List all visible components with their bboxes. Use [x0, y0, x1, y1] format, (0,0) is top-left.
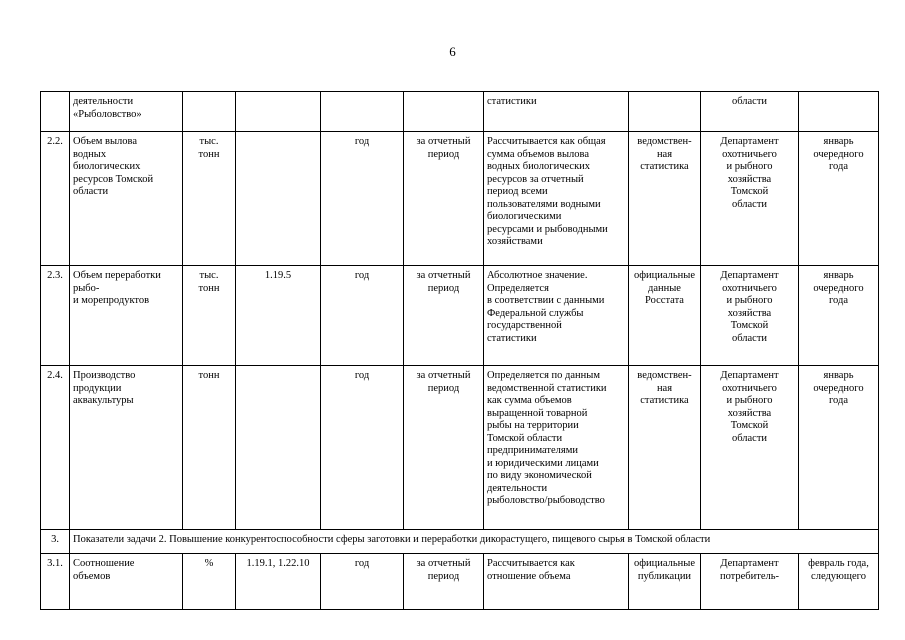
cell-line: за отчетный [416, 558, 471, 569]
cell-line: тонн [198, 148, 220, 160]
cell-line: Рассчитывается как [487, 558, 575, 569]
cell-line: статистики [487, 332, 537, 344]
page-number: 6 [449, 44, 456, 59]
cell-line: Определяется [487, 282, 549, 294]
cell-line: охотничьего [722, 148, 777, 160]
cell-line: области [731, 332, 768, 344]
time-characteristic-cell [404, 366, 484, 530]
cell-line: данные [648, 282, 681, 294]
cell-line: биологических [73, 161, 141, 172]
cell-line: Федеральной службы [487, 307, 584, 319]
table-body [41, 92, 879, 610]
cell-line: Росстата [645, 295, 684, 306]
cell-line: статистика [640, 395, 689, 406]
table-row [41, 266, 879, 366]
cell-line: в соответствии с данными [487, 295, 605, 306]
unit-cell [183, 266, 236, 366]
cell-line: Томской [730, 320, 769, 331]
code-cell: 1.19.1, 1.22.10 [236, 554, 321, 610]
indicator-name [70, 132, 183, 266]
row-number [41, 92, 70, 132]
cell-line: февраль года, [808, 558, 869, 569]
table-row [41, 554, 879, 610]
cell-line: биологическими [487, 211, 562, 222]
cell-line: Департамент [720, 136, 779, 147]
cell-line: охотничьего [722, 382, 777, 394]
cell-line: ведомствен- [637, 370, 692, 381]
responsible-cell [701, 132, 799, 266]
cell-line: предпринимателями [487, 445, 579, 456]
cell-line: ресурсами и рыбоводными [487, 223, 608, 235]
cell-line: объемов [73, 570, 111, 582]
section-title: Показатели задачи 2. Повышение конкурентоспособности сферы заготовки и переработки дикорастущего, пищевого сырья в Томской области [70, 530, 879, 554]
cell-line: ведомствен- [637, 136, 692, 147]
row-number: 3.1. [41, 554, 70, 610]
cell-line: очередного [813, 382, 864, 394]
calculation-method-cell [484, 132, 629, 266]
deadline-cell [799, 366, 879, 530]
cell-line: следующего [811, 570, 866, 582]
indicator-name [70, 266, 183, 366]
cell-line: период [427, 382, 460, 394]
cell-line: тонн [198, 370, 220, 381]
cell-line: Производство [73, 370, 136, 381]
cell-line: Департамент [720, 370, 779, 381]
cell-line: области [731, 198, 768, 210]
indicator-name [70, 366, 183, 530]
cell-line: продукции [73, 382, 122, 394]
cell-line: период [427, 148, 460, 160]
responsible-cell [701, 554, 799, 610]
time-characteristic-cell [404, 554, 484, 610]
cell-line: Департамент [720, 558, 779, 569]
cell-line: хозяйства [727, 307, 772, 319]
cell-line: статистика [640, 161, 689, 172]
cell-line: потребитель- [719, 570, 780, 582]
code-cell [236, 92, 321, 132]
cell-line: рыбо- [73, 282, 100, 294]
responsible-cell [701, 92, 799, 132]
cell-line: тыс. [199, 270, 219, 281]
cell-line: период всеми [487, 186, 548, 197]
cell-line: деятельности [73, 96, 134, 107]
calculation-method-cell [484, 554, 629, 610]
code-cell: 1.19.5 [236, 266, 321, 366]
cell-line: деятельности [487, 482, 548, 494]
cell-line: области [73, 186, 109, 197]
cell-line: Рассчитывается как общая [487, 136, 606, 147]
cell-line: Департамент [720, 270, 779, 281]
periodicity-cell: год [321, 132, 404, 266]
cell-line: государственной [487, 320, 562, 331]
cell-line: по виду экономической [487, 470, 592, 481]
cell-line: Томской [730, 186, 769, 197]
cell-line: года [829, 161, 848, 172]
cell-line: январь [823, 136, 854, 147]
row-number: 2.3. [41, 266, 70, 366]
cell-line: выращенной товарной [487, 407, 588, 419]
section-row [41, 530, 879, 554]
cell-line: года [829, 295, 848, 306]
code-cell [236, 132, 321, 266]
cell-line: и рыбного [726, 161, 773, 172]
cell-line: очередного [813, 282, 864, 294]
cell-line: публикации [637, 570, 692, 582]
unit-cell [183, 132, 236, 266]
cell-line: Определяется по данным [487, 370, 600, 381]
data-source-cell [629, 132, 701, 266]
deadline-cell [799, 554, 879, 610]
cell-line: хозяйствами [487, 236, 543, 247]
cell-line: ресурсов за отчетный [487, 173, 584, 185]
time-characteristic-cell [404, 266, 484, 366]
cell-line: тыс. [199, 136, 219, 147]
unit-cell [183, 366, 236, 530]
table-row [41, 92, 879, 132]
cell-line: как сумма объемов [487, 395, 572, 406]
cell-line: официальные [633, 558, 696, 569]
cell-line: статистики [487, 96, 537, 107]
calculation-method-cell [484, 266, 629, 366]
unit-cell [183, 92, 236, 132]
cell-line: рыболовство/рыбоводство [487, 495, 605, 506]
periodicity-cell: год [321, 554, 404, 610]
cell-line: период [427, 282, 460, 294]
unit-cell [183, 554, 236, 610]
cell-line: январь [823, 270, 854, 281]
row-number: 2.4. [41, 366, 70, 530]
indicator-name [70, 92, 183, 132]
periodicity-cell [321, 92, 404, 132]
table-row [41, 132, 879, 266]
cell-line: хозяйства [727, 173, 772, 185]
cell-line: тонн [198, 282, 220, 294]
cell-line: официальные [633, 270, 696, 281]
cell-line: года [829, 395, 848, 406]
data-source-cell [629, 366, 701, 530]
time-characteristic-cell [404, 132, 484, 266]
cell-line: пользователями водными [487, 198, 601, 210]
cell-line: за отчетный [416, 270, 471, 281]
cell-line: области [731, 96, 768, 107]
cell-line: рыбы на территории [487, 420, 579, 431]
cell-line: «Рыболовство» [73, 108, 142, 120]
calculation-method-cell [484, 366, 629, 530]
row-number: 2.2. [41, 132, 70, 266]
periodicity-cell: год [321, 266, 404, 366]
cell-line: и морепродуктов [73, 295, 150, 306]
responsible-cell [701, 266, 799, 366]
deadline-cell [799, 92, 879, 132]
cell-line: охотничьего [722, 282, 777, 294]
cell-line: % [204, 558, 214, 569]
periodicity-cell: год [321, 366, 404, 530]
cell-line: отношение объема [487, 570, 571, 582]
cell-line: и рыбного [726, 295, 773, 306]
deadline-cell [799, 266, 879, 366]
calculation-method-cell [484, 92, 629, 132]
indicator-name [70, 554, 183, 610]
cell-line: водных [73, 148, 107, 160]
cell-line: водных биологических [487, 161, 591, 172]
cell-line: очередного [813, 148, 864, 160]
cell-line: аквакультуры [73, 395, 134, 406]
cell-line: ресурсов Томской [73, 173, 154, 185]
cell-line: Абсолютное значение. [487, 270, 588, 281]
code-cell [236, 366, 321, 530]
indicators-table [40, 91, 879, 610]
time-characteristic-cell [404, 92, 484, 132]
cell-line: и юридическими лицами [487, 457, 599, 469]
cell-line: Объем переработки [73, 270, 161, 281]
table-row [41, 366, 879, 530]
cell-line: ная [656, 148, 673, 160]
row-number: 3. [41, 530, 70, 554]
deadline-cell [799, 132, 879, 266]
cell-line: за отчетный [416, 136, 471, 147]
cell-line: ведомственной статистики [487, 382, 607, 394]
cell-line: Томской [730, 420, 769, 431]
data-source-cell [629, 266, 701, 366]
cell-line: сумма объемов вылова [487, 148, 590, 160]
cell-line: январь [823, 370, 854, 381]
cell-line: ная [656, 382, 673, 394]
cell-line: Соотношение [73, 558, 135, 569]
cell-line: Томской области [487, 432, 563, 444]
responsible-cell [701, 366, 799, 530]
cell-line: и рыбного [726, 395, 773, 406]
cell-line: период [427, 570, 460, 582]
data-source-cell [629, 92, 701, 132]
data-source-cell [629, 554, 701, 610]
cell-line: хозяйства [727, 407, 772, 419]
cell-line: Объем вылова [73, 136, 138, 147]
cell-line: области [731, 432, 768, 444]
cell-line: за отчетный [416, 370, 471, 381]
